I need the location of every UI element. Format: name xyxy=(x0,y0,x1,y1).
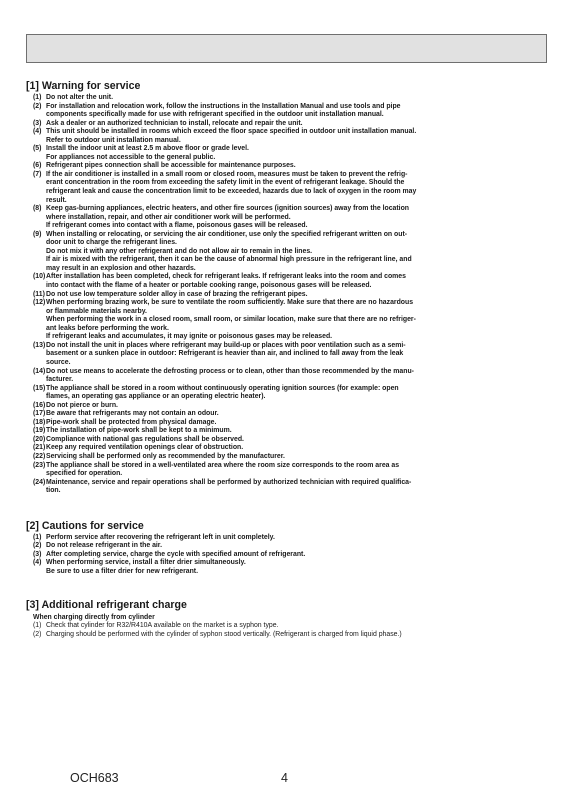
list-item xyxy=(26,385,548,402)
list-item xyxy=(26,231,548,274)
item-line: The appliance shall be stored in a well-ventilated area where the room size corresponds to the room area as xyxy=(46,461,400,469)
list-item xyxy=(26,559,548,576)
item-line: If refrigerant leaks and accumulates, it may ignite or poisonous gases may be released. xyxy=(46,333,333,341)
item-line: Maintenance, service and repair operations shall be performed by authorized technician with required qualifica- xyxy=(46,478,412,486)
item-line: refrigerant leak and cause the concentration limit to be exceeded, hazards due to lack of oxygen in the room may xyxy=(46,188,417,196)
item-line: Do not pierce or burn. xyxy=(46,401,118,409)
list-item xyxy=(26,622,548,631)
item-line: Refer to outdoor unit installation manual. xyxy=(46,136,181,144)
item-text xyxy=(46,444,548,453)
item-line: Keep any required ventilation openings clear of obstruction. xyxy=(46,444,244,452)
list-item xyxy=(26,542,548,551)
item-number: (12) xyxy=(33,299,46,307)
item-text xyxy=(46,273,548,290)
list-item xyxy=(26,103,548,120)
item-number: (19) xyxy=(33,427,46,435)
item-text xyxy=(46,162,548,171)
item-line: Check that cylinder for R32/R410A available on the market is a syphon type. xyxy=(46,622,279,630)
item-line: For appliances not accessible to the general public. xyxy=(46,153,216,161)
list-item xyxy=(26,205,548,231)
item-line: Do not use means to accelerate the defrosting process or to clean, other than those recommended by the manu- xyxy=(46,367,414,375)
list-item xyxy=(26,462,548,479)
section-warning xyxy=(26,80,548,496)
item-text xyxy=(46,542,548,551)
item-text xyxy=(46,171,548,205)
cautions-list xyxy=(26,534,548,577)
item-line: into contact with the flame of a heater or portable cooking range, poisonous gases will be released. xyxy=(46,282,372,290)
item-line: ant leaks before performing the work. xyxy=(46,324,169,332)
item-text xyxy=(46,631,548,640)
item-line: Do not install the unit in places where refrigerant may build-up or places with poor ventilation such as a semi- xyxy=(46,341,406,349)
list-item xyxy=(26,631,548,640)
section-title: [3] Additional refrigerant charge xyxy=(26,599,187,612)
item-number: (7) xyxy=(33,170,42,178)
item-line: components specifically made for use with refrigerant specified in the outdoor unit installation manual. xyxy=(46,111,384,119)
list-item xyxy=(26,94,548,103)
item-number: (4) xyxy=(33,128,42,136)
list-item xyxy=(26,402,548,411)
item-line: When performing brazing work, be sure to ventilate the room sufficiently. Make sure that there are no hazardous xyxy=(46,299,414,307)
item-text xyxy=(46,479,548,496)
item-line: source. xyxy=(46,358,71,366)
item-line: facturer. xyxy=(46,376,74,384)
item-text xyxy=(46,551,548,560)
item-line: Be sure to use a filter drier for new refrigerant. xyxy=(46,567,199,575)
list-item xyxy=(26,410,548,419)
item-line: For installation and relocation work, follow the instructions in the Installation Manual and use tools and pipe xyxy=(46,102,401,110)
document-code: OCH683 xyxy=(70,771,119,785)
item-number: (17) xyxy=(33,410,46,418)
section-title: [2] Cautions for service xyxy=(26,519,144,532)
item-text xyxy=(46,145,548,162)
item-line: When installing or relocating, or servicing the air conditioner, use only the specified refrigerant written on out- xyxy=(46,230,408,238)
item-line: Keep gas-burning appliances, electric heaters, and other fire sources (ignition sources) away from the location xyxy=(46,205,409,213)
item-line: Pipe-work shall be protected from physical damage. xyxy=(46,418,217,426)
list-item xyxy=(26,342,548,368)
item-number: (23) xyxy=(33,461,46,469)
list-item xyxy=(26,534,548,543)
item-line: where installation, repair, and other air conditioner work will be performed. xyxy=(46,213,291,221)
list-item xyxy=(26,291,548,300)
section-title: [1] Warning for service xyxy=(26,80,141,92)
item-text xyxy=(46,205,548,231)
item-line: Do not mix it with any other refrigerant and do not allow air to remain in the lines. xyxy=(46,247,313,255)
item-text xyxy=(46,462,548,479)
item-number: (22) xyxy=(33,452,46,460)
item-text xyxy=(46,559,548,576)
list-item xyxy=(26,120,548,129)
list-item xyxy=(26,171,548,205)
item-line: or flammable materials nearby. xyxy=(46,307,147,315)
item-text xyxy=(46,436,548,445)
item-text xyxy=(46,427,548,436)
item-line: The appliance shall be stored in a room without continuously operating ignition sources (for example: open xyxy=(46,384,399,392)
item-line: result. xyxy=(46,196,67,204)
item-text xyxy=(46,453,548,462)
charge-list xyxy=(26,622,548,639)
list-item xyxy=(26,419,548,428)
item-number: (2) xyxy=(33,102,42,110)
list-item xyxy=(26,128,548,145)
item-number: (10) xyxy=(33,273,46,281)
item-number: (13) xyxy=(33,341,46,349)
warning-list xyxy=(26,94,548,496)
item-text xyxy=(46,342,548,368)
list-item xyxy=(26,436,548,445)
item-line: If refrigerant comes into contact with a flame, poisonous gases will be released. xyxy=(46,222,308,230)
item-line: Do not alter the unit. xyxy=(46,94,113,101)
item-line: Ask a dealer or an authorized technician to install, relocate and repair the unit. xyxy=(46,119,303,127)
item-text xyxy=(46,120,548,129)
list-item xyxy=(26,145,548,162)
page-content xyxy=(26,80,548,640)
item-line: The installation of pipe-work shall be kept to a minimum. xyxy=(46,427,232,435)
item-number: (4) xyxy=(33,559,42,567)
item-line: After installation has been completed, check for refrigerant leaks. If refrigerant leaks into the room and comes xyxy=(46,273,406,281)
item-text xyxy=(46,622,548,631)
list-item xyxy=(26,299,548,342)
item-text xyxy=(46,534,548,543)
item-text xyxy=(46,94,548,103)
item-number: (9) xyxy=(33,230,42,238)
item-line: may result in an explosion and other hazards. xyxy=(46,264,196,272)
list-item xyxy=(26,273,548,290)
item-number: (11) xyxy=(33,290,45,298)
item-line: When performing the work in a closed room, small room, or similar location, make sure that there are no refriger- xyxy=(46,316,416,324)
list-item xyxy=(26,162,548,171)
item-line: Compliance with national gas regulations shall be observed. xyxy=(46,435,244,443)
item-text xyxy=(46,128,548,145)
item-number: (16) xyxy=(33,401,46,409)
item-line: Servicing shall be performed only as recommended by the manufacturer. xyxy=(46,452,285,460)
item-line: Perform service after recovering the refrigerant left in unit completely. xyxy=(46,533,275,541)
item-number: (1) xyxy=(33,533,42,541)
item-number: (14) xyxy=(33,367,46,375)
item-number: (3) xyxy=(33,550,42,558)
item-line: tion. xyxy=(46,487,61,495)
item-text xyxy=(46,103,548,120)
item-text xyxy=(46,410,548,419)
item-number: (2) xyxy=(33,630,42,638)
list-item xyxy=(26,551,548,560)
section-additional-charge xyxy=(26,599,548,639)
item-line: erant concentration in the room from exceeding the safety limit in the event of refrigerant leakage. Should the xyxy=(46,179,405,187)
item-text xyxy=(46,299,548,342)
item-line: If the air conditioner is installed in a small room or closed room, measures must be taken to prevent the refrig- xyxy=(46,170,408,178)
list-item xyxy=(26,453,548,462)
item-text xyxy=(46,402,548,411)
item-line: If air is mixed with the refrigerant, then it can be the cause of abnormal high pressure in the refrigerant line, and xyxy=(46,256,412,264)
item-number: (15) xyxy=(33,384,46,392)
item-text xyxy=(46,419,548,428)
section-cautions xyxy=(26,520,548,577)
item-line: Charging should be performed with the cylinder of syphon stood vertically. (Refrigerant is charged from liquid phase.) xyxy=(46,630,402,638)
item-number: (21) xyxy=(33,444,46,452)
list-item xyxy=(26,368,548,385)
page-number: 4 xyxy=(281,771,288,785)
item-line: This unit should be installed in rooms which exceed the floor space specified in outdoor unit installation manual. xyxy=(46,128,417,136)
item-text xyxy=(46,368,548,385)
item-text xyxy=(46,385,548,402)
item-line: specified for operation. xyxy=(46,470,123,478)
item-text xyxy=(46,291,548,300)
item-line: Refrigerant pipes connection shall be accessible for maintenance purposes. xyxy=(46,162,296,170)
item-line: door unit to charge the refrigerant lines. xyxy=(46,239,177,247)
item-number: (6) xyxy=(33,162,42,170)
item-line: Install the indoor unit at least 2.5 m above floor or grade level. xyxy=(46,145,249,153)
item-number: (1) xyxy=(33,622,42,630)
item-number: (2) xyxy=(33,542,42,550)
list-item xyxy=(26,479,548,496)
sub-heading: When charging directly from cylinder xyxy=(33,614,155,622)
item-line: Be aware that refrigerants may not contain an odour. xyxy=(46,410,219,418)
item-number: (24) xyxy=(33,478,46,486)
item-number: (20) xyxy=(33,435,46,443)
item-line: After completing service, charge the cycle with specified amount of refrigerant. xyxy=(46,550,306,558)
item-number: (1) xyxy=(33,94,42,101)
item-line: When performing service, install a filter drier simultaneously. xyxy=(46,559,246,567)
list-item xyxy=(26,427,548,436)
item-line: Do not release refrigerant in the air. xyxy=(46,542,163,550)
item-line: basement or a sunken place in outdoor: Refrigerant is heavier than air, and inclined to fall away from the leak xyxy=(46,350,404,358)
item-number: (5) xyxy=(33,145,42,153)
item-line: Do not use low temperature solder alloy in case of brazing the refrigerant pipes. xyxy=(46,290,308,298)
item-line: flames, an operating gas appliance or an operating electric heater). xyxy=(46,393,266,401)
item-number: (3) xyxy=(33,119,42,127)
header-bar xyxy=(26,34,547,63)
item-number: (8) xyxy=(33,205,42,213)
list-item xyxy=(26,444,548,453)
item-number: (18) xyxy=(33,418,46,426)
item-text xyxy=(46,231,548,274)
